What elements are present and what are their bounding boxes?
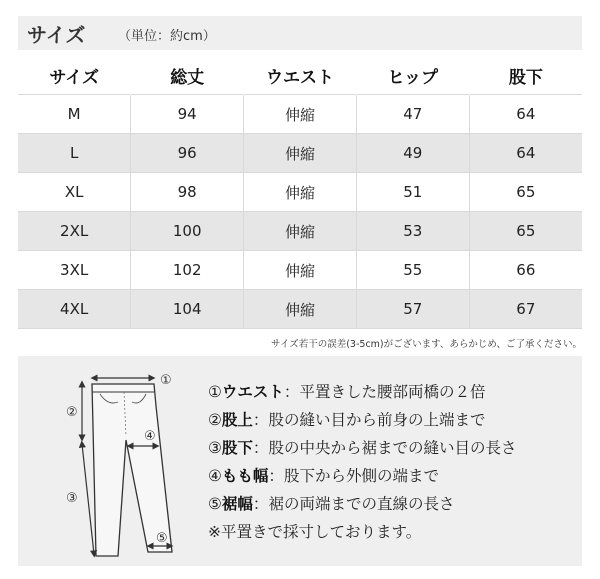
table-cell: 94 bbox=[131, 95, 244, 134]
table-cell: 49 bbox=[356, 134, 469, 173]
table-row bbox=[18, 173, 582, 212]
table-cell: 伸縮 bbox=[244, 95, 357, 134]
table-cell: 47 bbox=[356, 95, 469, 134]
column-header: 股下 bbox=[469, 56, 582, 95]
table-cell: 伸縮 bbox=[244, 290, 357, 329]
table-cell: 伸縮 bbox=[244, 134, 357, 173]
table-row bbox=[18, 95, 582, 134]
measurement-descriptions bbox=[208, 378, 516, 546]
table-cell: 4XL bbox=[60, 300, 89, 318]
description-item: ②股上：股の縫い目から前身の上端まで bbox=[208, 411, 486, 429]
unit-note: （単位：約cm） bbox=[118, 29, 216, 44]
table-cell: M bbox=[67, 105, 81, 123]
table-cell: 96 bbox=[131, 134, 244, 173]
column-header: ウエスト bbox=[244, 56, 357, 95]
table-cell: 65 bbox=[469, 173, 582, 212]
diagram-marker: ③ bbox=[66, 491, 78, 506]
table-cell: 64 bbox=[469, 95, 582, 134]
table-cell: L bbox=[69, 144, 79, 162]
table-cell: 66 bbox=[469, 251, 582, 290]
footnote: ※平置きで採寸しております。 bbox=[208, 523, 422, 541]
table-cell: 65 bbox=[469, 212, 582, 251]
table-cell: 57 bbox=[356, 290, 469, 329]
diagram-marker: ⑤ bbox=[156, 531, 168, 546]
table-row bbox=[18, 212, 582, 251]
description-item: ⑤裾幅：裾の両端までの直線の長さ bbox=[208, 495, 455, 513]
table-cell: 104 bbox=[131, 290, 244, 329]
table-cell: 53 bbox=[356, 212, 469, 251]
size-table bbox=[18, 56, 582, 329]
table-cell: 伸縮 bbox=[244, 212, 357, 251]
table-cell: 98 bbox=[131, 173, 244, 212]
column-header: 総丈 bbox=[131, 56, 244, 95]
diagram-marker: ② bbox=[66, 405, 78, 420]
column-header: サイズ bbox=[49, 67, 99, 88]
pants-diagram bbox=[52, 366, 202, 558]
table-row bbox=[18, 251, 582, 290]
table-row bbox=[18, 290, 582, 329]
table-cell: 伸縮 bbox=[244, 173, 357, 212]
measurement-guide bbox=[18, 356, 582, 566]
diagram-marker: ① bbox=[160, 373, 172, 388]
table-cell: 64 bbox=[469, 134, 582, 173]
table-cell: 2XL bbox=[60, 222, 89, 240]
description-item: ③股下：股の中央から裾までの縫い目の長さ bbox=[208, 439, 517, 457]
diagram-marker: ④ bbox=[144, 429, 156, 444]
description-item: ①ウエスト：平置きした腰部両橋の２倍 bbox=[208, 383, 486, 401]
description-item: ④もも幅：股下から外側の端まで bbox=[208, 467, 439, 485]
table-row bbox=[18, 134, 582, 173]
table-cell: 伸縮 bbox=[244, 251, 357, 290]
column-header: ヒップ bbox=[356, 56, 469, 95]
tolerance-note: サイズ若干の誤差(3-5cm)がございます、あらかじめ、ご了承ください。 bbox=[270, 339, 582, 350]
page-title: サイズ bbox=[27, 23, 86, 47]
table-cell: 51 bbox=[356, 173, 469, 212]
table-cell: 67 bbox=[469, 290, 582, 329]
title-bar bbox=[18, 16, 582, 50]
table-cell: XL bbox=[64, 183, 84, 201]
table-header-row bbox=[18, 56, 582, 95]
table-cell: 102 bbox=[131, 251, 244, 290]
table-cell: 55 bbox=[356, 251, 469, 290]
table-cell: 100 bbox=[131, 212, 244, 251]
table-cell: 3XL bbox=[60, 261, 89, 279]
